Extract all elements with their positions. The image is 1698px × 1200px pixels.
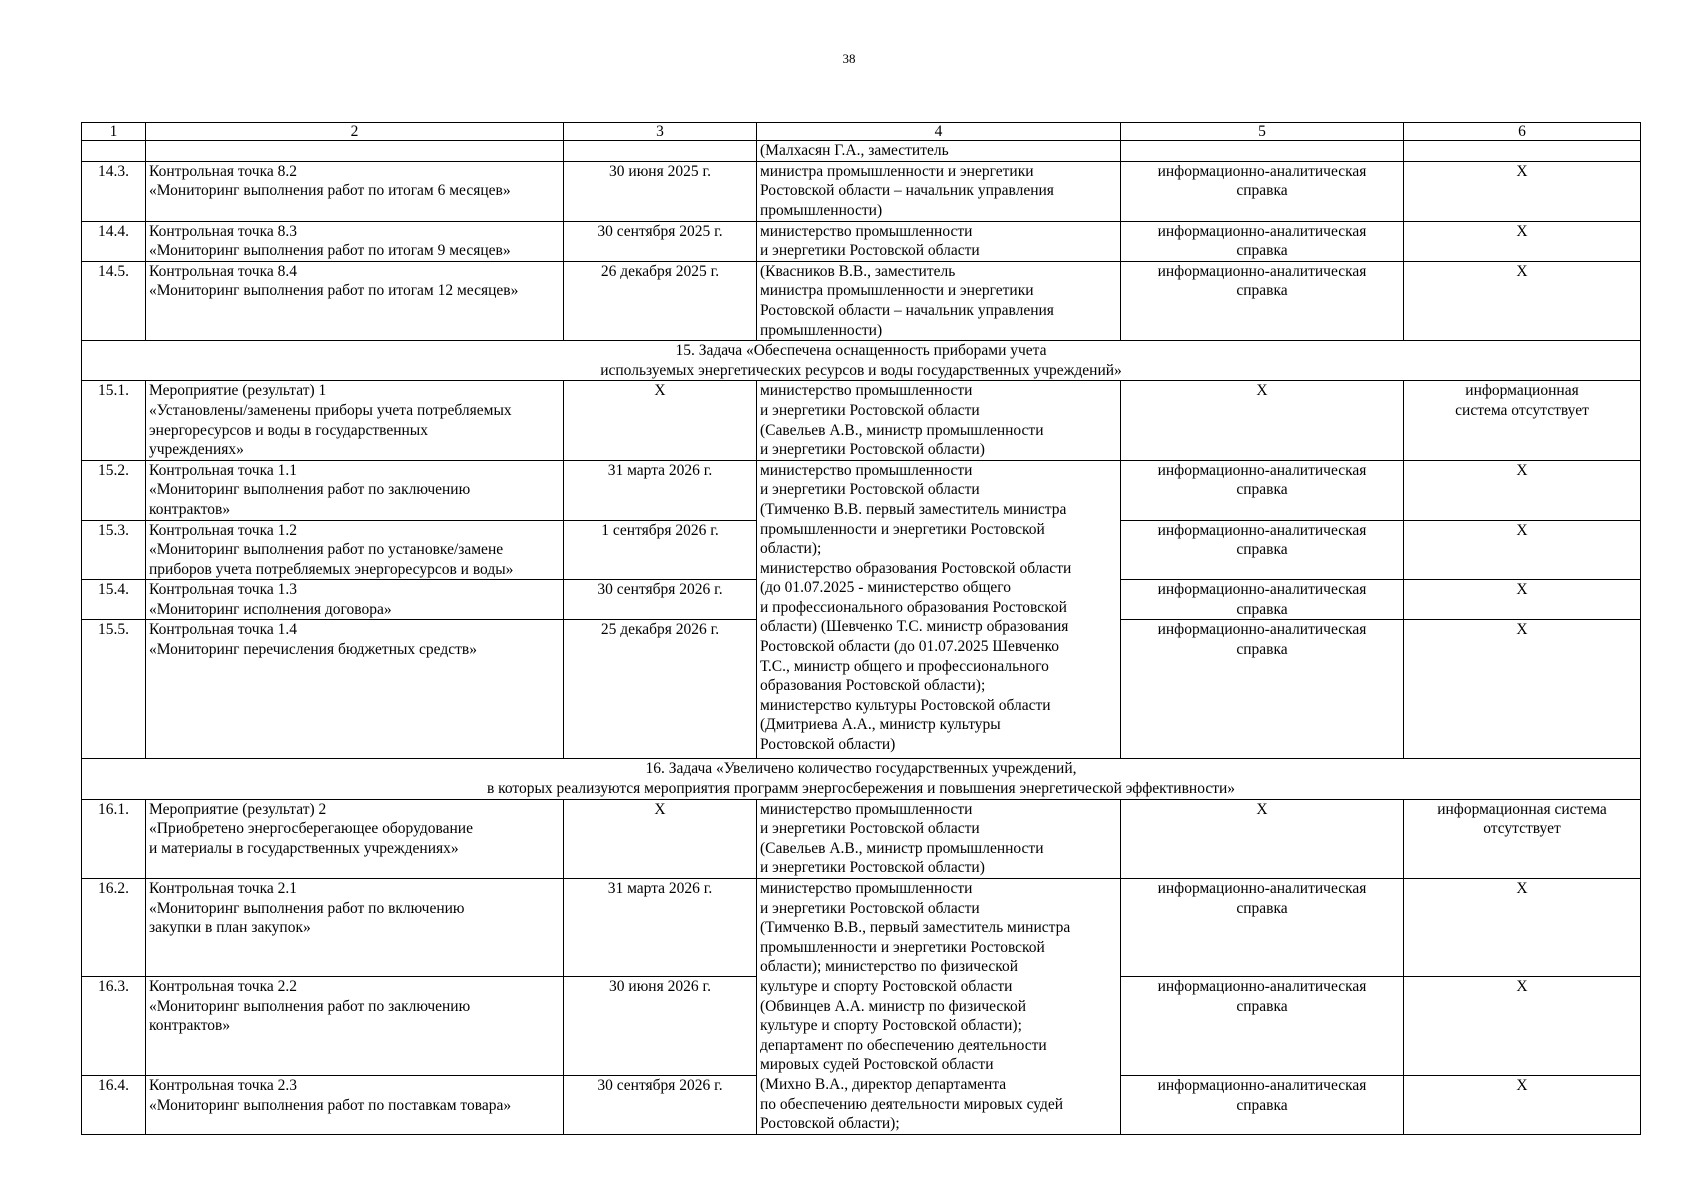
section-title-15: 15. Задача «Обеспечена оснащенность приборами учета используемых энергетических ресурсов и воды государственных учреждений» xyxy=(82,341,1641,381)
table-row xyxy=(82,879,1641,977)
name-cell: Контрольная точка 2.3 «Мониторинг выполнения работ по поставкам товара» xyxy=(146,1076,564,1135)
table-row xyxy=(82,381,1641,460)
name-cell: Контрольная точка 8.4 «Мониторинг выполнения работ по итогам 12 месяцев» xyxy=(146,261,564,340)
responsible-cell: министерство промышленности и энергетики Ростовской области (Савельев А.В., министр промышленности и энергетики Ростовской области) xyxy=(757,381,1121,460)
number-cell: 14.3. xyxy=(82,161,146,221)
info-system-cell: X xyxy=(1404,580,1641,620)
date-cell: 30 сентября 2025 г. xyxy=(564,221,757,261)
document-cell: информационно-аналитическая справка xyxy=(1121,1076,1404,1135)
document-cell: информационно-аналитическая справка xyxy=(1121,879,1404,977)
responsible-cell: министерство промышленности и энергетики Ростовской области (Савельев А.В., министр промышленности и энергетики Ростовской области) xyxy=(757,799,1121,878)
document-cell: информационно-аналитическая справка xyxy=(1121,520,1404,580)
info-system-cell: информационная система отсутствует xyxy=(1404,381,1641,460)
events-table xyxy=(81,122,1641,1135)
date-cell: 31 марта 2026 г. xyxy=(564,879,757,977)
number-cell: 16.3. xyxy=(82,977,146,1076)
name-cell: Контрольная точка 2.1 «Мониторинг выполнения работ по включению закупки в план закупок» xyxy=(146,879,564,977)
number-cell xyxy=(82,141,146,162)
date-cell: 25 декабря 2026 г. xyxy=(564,620,757,759)
column-number-row xyxy=(82,123,1641,141)
document-cell: информационно-аналитическая справка xyxy=(1121,580,1404,620)
date-cell: X xyxy=(564,799,757,878)
document-cell: информационно-аналитическая справка xyxy=(1121,221,1404,261)
date-cell: 31 марта 2026 г. xyxy=(564,460,757,520)
name-cell: Мероприятие (результат) 2 «Приобретено энергосберегающее оборудование и материалы в государственных учреждениях» xyxy=(146,799,564,878)
date-cell: 30 июня 2026 г. xyxy=(564,977,757,1076)
name-cell: Контрольная точка 2.2 «Мониторинг выполнения работ по заключению контрактов» xyxy=(146,977,564,1076)
header-cell: 2 xyxy=(146,123,564,141)
number-cell: 16.1. xyxy=(82,799,146,878)
section-title-16: 16. Задача «Увеличено количество государственных учреждений, в которых реализуются мероприятия программ энергосбережения и повышения энергетической эффективности» xyxy=(82,759,1641,799)
responsible-cell: министра промышленности и энергетики Ростовской области – начальник управления промышленности) xyxy=(757,161,1121,221)
info-system-cell: X xyxy=(1404,161,1641,221)
table-row xyxy=(82,221,1641,261)
info-system-cell: X xyxy=(1404,977,1641,1076)
header-cell: 1 xyxy=(82,123,146,141)
table-row xyxy=(82,261,1641,340)
document-cell: X xyxy=(1121,381,1404,460)
page-number: 38 xyxy=(842,51,856,66)
number-cell: 16.4. xyxy=(82,1076,146,1135)
document-cell: информационно-аналитическая справка xyxy=(1121,977,1404,1076)
number-cell: 14.4. xyxy=(82,221,146,261)
name-cell: Мероприятие (результат) 1 «Установлены/заменены приборы учета потребляемых энергоресурсов и воды в государственных учреждениях» xyxy=(146,381,564,460)
info-system-cell: X xyxy=(1404,221,1641,261)
responsible-cell: (Малхасян Г.А., заместитель xyxy=(757,141,1121,162)
responsible-cell-group-16: министерство промышленности и энергетики Ростовской области (Тимченко В.В., первый заместитель министра промышленности и энергетики Ростовской области); министерство по физической культуре и спорту Ростовской области (Обвинцев А.А. министр по физической культуре и спорту Ростовской области); департамент по обеспечению деятельности мировых судей Ростовской области (Михно В.А., директор департамента по обеспечению деятельности мировых судей Ростовской области); xyxy=(757,879,1121,1135)
table-row xyxy=(82,460,1641,520)
name-cell: Контрольная точка 8.2 «Мониторинг выполнения работ по итогам 6 месяцев» xyxy=(146,161,564,221)
document-cell: информационно-аналитическая справка xyxy=(1121,261,1404,340)
table-row xyxy=(82,161,1641,221)
name-cell xyxy=(146,141,564,162)
info-system-cell: X xyxy=(1404,1076,1641,1135)
header-cell: 5 xyxy=(1121,123,1404,141)
date-cell: 30 сентября 2026 г. xyxy=(564,1076,757,1135)
table-row xyxy=(82,799,1641,878)
info-system-cell: X xyxy=(1404,261,1641,340)
section-row xyxy=(82,341,1641,381)
number-cell: 15.2. xyxy=(82,460,146,520)
document-cell xyxy=(1121,141,1404,162)
number-cell: 16.2. xyxy=(82,879,146,977)
name-cell: Контрольная точка 8.3 «Мониторинг выполнения работ по итогам 9 месяцев» xyxy=(146,221,564,261)
number-cell: 15.5. xyxy=(82,620,146,759)
responsible-cell-group-15: министерство промышленности и энергетики Ростовской области (Тимченко В.В. первый заместитель министра промышленности и энергетики Ростовской области); министерство образования Ростовской области (до 01.07.2025 - министерство общего и профессионального образования Ростовской области) (Шевченко Т.С. министр образования Ростовской области (до 01.07.2025 Шевченко Т.С., министр общего и профессионального образования Ростовской области); министерство культуры Ростовской области (Дмитриева А.А., министр культуры Ростовской области) xyxy=(757,460,1121,759)
header-cell: 4 xyxy=(757,123,1121,141)
info-system-cell: X xyxy=(1404,879,1641,977)
number-cell: 14.5. xyxy=(82,261,146,340)
number-cell: 15.4. xyxy=(82,580,146,620)
name-cell: Контрольная точка 1.3 «Мониторинг исполнения договора» xyxy=(146,580,564,620)
responsible-cell: министерство промышленности и энергетики Ростовской области xyxy=(757,221,1121,261)
name-cell: Контрольная точка 1.2 «Мониторинг выполнения работ по установке/замене приборов учета потребляемых энергоресурсов и воды» xyxy=(146,520,564,580)
name-cell: Контрольная точка 1.1 «Мониторинг выполнения работ по заключению контрактов» xyxy=(146,460,564,520)
section-row xyxy=(82,759,1641,799)
header-cell: 6 xyxy=(1404,123,1641,141)
info-system-cell: X xyxy=(1404,520,1641,580)
date-cell: 1 сентября 2026 г. xyxy=(564,520,757,580)
document-cell: X xyxy=(1121,799,1404,878)
responsible-cell: (Квасников В.В., заместитель министра промышленности и энергетики Ростовской области – начальник управления промышленности) xyxy=(757,261,1121,340)
info-system-cell: X xyxy=(1404,460,1641,520)
date-cell: 30 июня 2025 г. xyxy=(564,161,757,221)
info-system-cell xyxy=(1404,141,1641,162)
name-cell: Контрольная точка 1.4 «Мониторинг перечисления бюджетных средств» xyxy=(146,620,564,759)
document-cell: информационно-аналитическая справка xyxy=(1121,620,1404,759)
table-row xyxy=(82,141,1641,162)
date-cell: 30 сентября 2026 г. xyxy=(564,580,757,620)
header-cell: 3 xyxy=(564,123,757,141)
document-cell: информационно-аналитическая справка xyxy=(1121,161,1404,221)
date-cell xyxy=(564,141,757,162)
number-cell: 15.1. xyxy=(82,381,146,460)
document-cell: информационно-аналитическая справка xyxy=(1121,460,1404,520)
date-cell: X xyxy=(564,381,757,460)
date-cell: 26 декабря 2025 г. xyxy=(564,261,757,340)
info-system-cell: информационная система отсутствует xyxy=(1404,799,1641,878)
info-system-cell: X xyxy=(1404,620,1641,759)
number-cell: 15.3. xyxy=(82,520,146,580)
